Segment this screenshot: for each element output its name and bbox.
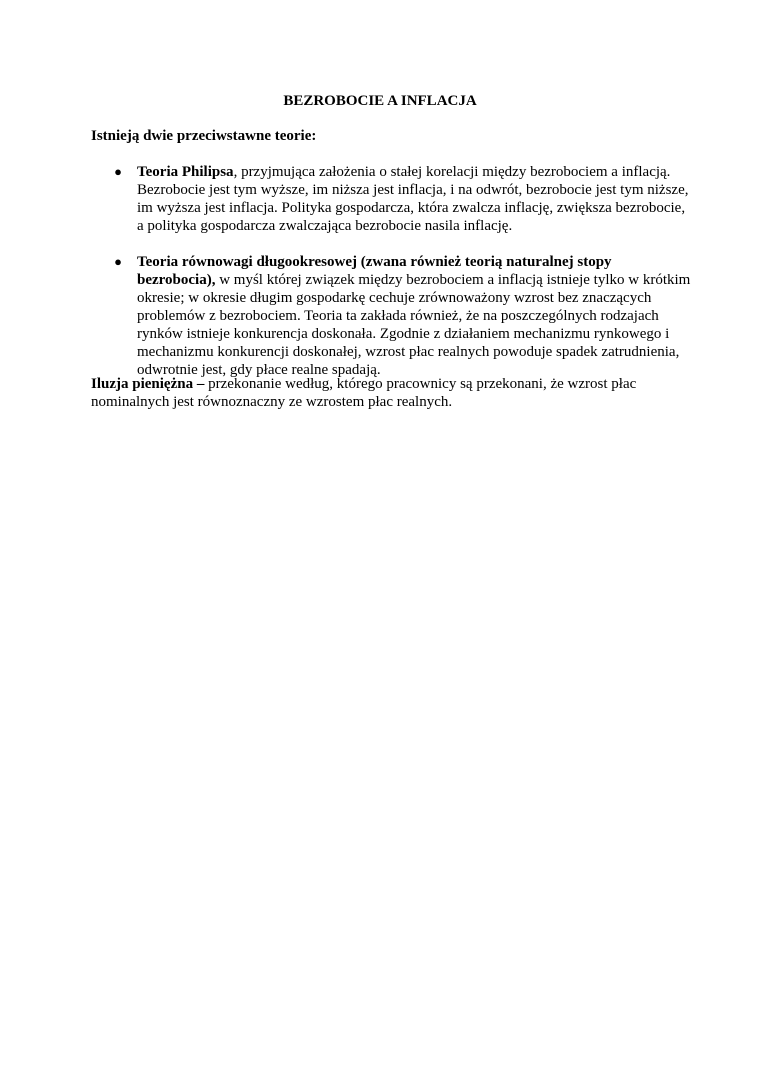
definition-text: przekonanie według, którego pracownicy są przekonani, że wzrost płac nominalnych jest równoznaczny ze wzrostem płac realnych.	[91, 376, 637, 410]
document-title: BEZROBOCIE A INFLACJA	[283, 93, 477, 109]
theory-description: w myśl której związek między bezrobociem a inflacją istnieje tylko w krótkim okresie; w okresie długim gospodarkę cechuje zrównoważony wzrost bez znaczących problemów z bezrobociem. Teoria ta zakłada również, że na poszczególnych rodzajach rynków istnieje konkurencja doskonała. Zgodnie z działaniem mechanizmu rynkowego i mechanizmu konkurencji doskonałej, wzrost płac realnych powoduje spadek zatrudnienia, odwrotnie jest, gdy płace realne spadają.	[137, 272, 691, 378]
list-item	[91, 253, 691, 379]
theory-description: , przyjmująca założenia o stałej korelacji między bezrobociem a inflacją. Bezrobocie jest tym wyższe, im niższa jest inflacja, i na odwrót, bezrobocie jest tym niższe, im wyższa jest inflacja. Polityka gospodarcza, która zwalcza inflację, zwiększa bezrobocie, a polityka gospodarcza zwalczająca bezrobocie nasila inflację.	[137, 164, 689, 234]
theories-list	[91, 163, 691, 379]
list-item	[91, 163, 691, 253]
section-subheading: Istnieją dwie przeciwstawne teorie:	[91, 128, 317, 144]
bullet-icon: ●	[114, 254, 122, 269]
theory-name: Teoria równowagi długookresowej (zwana również teorią naturalnej stopy bezrobocia),	[137, 254, 612, 288]
definition-term: Iluzja pieniężna –	[91, 376, 205, 392]
definition-paragraph	[91, 375, 681, 411]
bullet-icon: ●	[114, 164, 122, 179]
theory-name: Teoria Philipsa	[137, 164, 234, 180]
